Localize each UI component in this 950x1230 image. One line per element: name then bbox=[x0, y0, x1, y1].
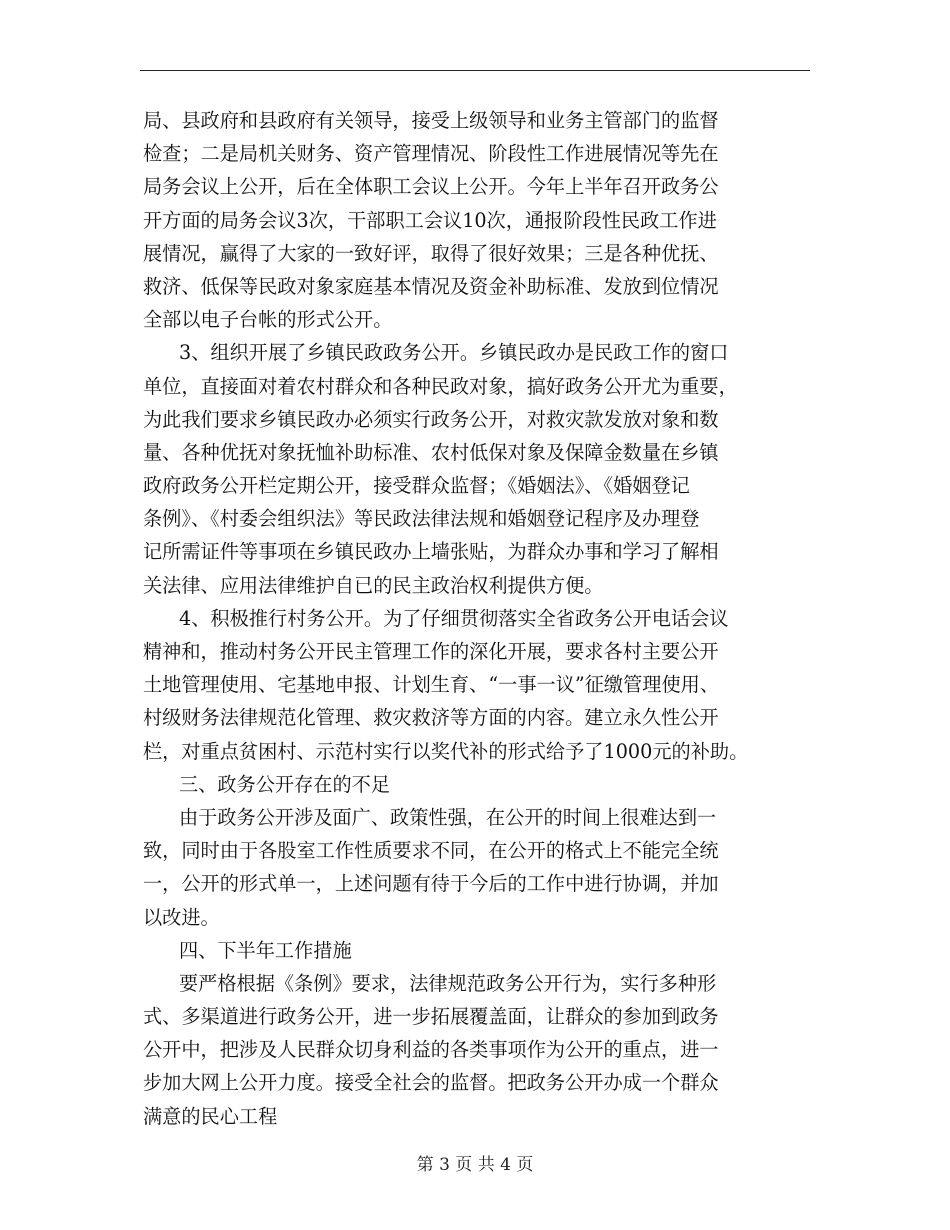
text-line: 致，同时由于各股室工作性质要求不同，在公开的格式上不能完全统 bbox=[143, 839, 719, 863]
text-line: 满意的民心工程 bbox=[143, 1104, 278, 1128]
text-line: 步加大网上公开力度。接受全社会的监督。把政务公开办成一个群众 bbox=[143, 1071, 719, 1095]
text-line: 量、各种优抚对象抚恤补助标准、农村低保对象及保障金数量在乡镇 bbox=[143, 440, 719, 464]
paragraph-start-line: 由于政务公开涉及面广、政策性强，在公开的时间上很难达到一 bbox=[179, 805, 717, 829]
text-line: 记所需证件等事项在乡镇民政办上墙张贴，为群众办事和学习了解相 bbox=[143, 540, 719, 564]
text-line: 救济、低保等民政对象家庭基本情况及资金补助标准、发放到位情况 bbox=[143, 274, 719, 298]
text-line: 式、多渠道进行政务公开，进一步拓展覆盖面，让群众的参加到政务 bbox=[143, 1005, 719, 1029]
text-line: 政府政务公开栏定期公开，接受群众监督；《婚姻法》、《婚姻登记 bbox=[143, 474, 690, 498]
text-line: 单位，直接面对着农村群众和各种民政对象，搞好政务公开尤为重要， bbox=[143, 374, 738, 398]
text-line: 局、县政府和县政府有关领导，接受上级领导和业务主管部门的监督 bbox=[143, 109, 719, 132]
text-line: 精神和，推动村务公开民主管理工作的深化开展，要求各村主要公开 bbox=[143, 640, 719, 663]
section-heading: 四、下半年工作措施 bbox=[179, 938, 352, 962]
text-line: 为此我们要求乡镇民政办必须实行政务公开，对救灾款发放对象和数 bbox=[143, 407, 719, 431]
text-line: 村级财务法律规范化管理、救灾救济等方面的内容。建立永久性公开 bbox=[143, 706, 719, 730]
text-line: 栏，对重点贫困村、示范村实行以奖代补的形式给予了1000元的补助。 bbox=[143, 739, 749, 763]
text-line: 展情况，赢得了大家的一致好评，取得了很好效果；三是各种优抚、 bbox=[143, 241, 719, 265]
text-line: 全部以电子台帐的形式公开。 bbox=[143, 308, 393, 332]
text-line: 条例》、《村委会组织法》等民政法律法规和婚姻登记程序及办理登 bbox=[143, 507, 700, 531]
paragraph-start-line: 3、组织开展了乡镇民政政务公开。乡镇民政办是民政工作的窗口 bbox=[179, 341, 729, 365]
paragraph-start-line: 要严格根据《条例》要求，法律规范政务公开行为，实行多种形 bbox=[179, 971, 717, 995]
document-body bbox=[143, 104, 813, 1133]
page-number-footer: 第 3 页 共 4 页 bbox=[416, 1155, 534, 1175]
text-line: 开方面的局务会议3次，干部职工会议10次，通报阶段性民政工作进 bbox=[143, 208, 717, 232]
text-line: 检查；二是局机关财务、资产管理情况、阶段性工作进展情况等先在 bbox=[143, 142, 719, 166]
section-heading: 三、政务公开存在的不足 bbox=[179, 772, 391, 796]
text-line: 以改进。 bbox=[143, 905, 220, 929]
paragraph-start-line: 4、积极推行村务公开。为了仔细贯彻落实全省政务公开电话会议 bbox=[179, 606, 729, 630]
text-line: 土地管理使用、宅基地申报、计划生育、“一事一议”征缴管理使用、 bbox=[143, 673, 720, 697]
header-rule bbox=[140, 70, 810, 71]
text-line: 一，公开的形式单一，上述问题有待于今后的工作中进行协调，并加 bbox=[143, 872, 719, 896]
text-line: 关法律、应用法律维护自已的民主政治权利提供方便。 bbox=[143, 573, 604, 597]
text-line: 公开中，把涉及人民群众切身利益的各类事项作为公开的重点，进一 bbox=[143, 1038, 719, 1062]
text-line: 局务会议上公开，后在全体职工会议上公开。今年上半年召开政务公 bbox=[143, 175, 719, 199]
